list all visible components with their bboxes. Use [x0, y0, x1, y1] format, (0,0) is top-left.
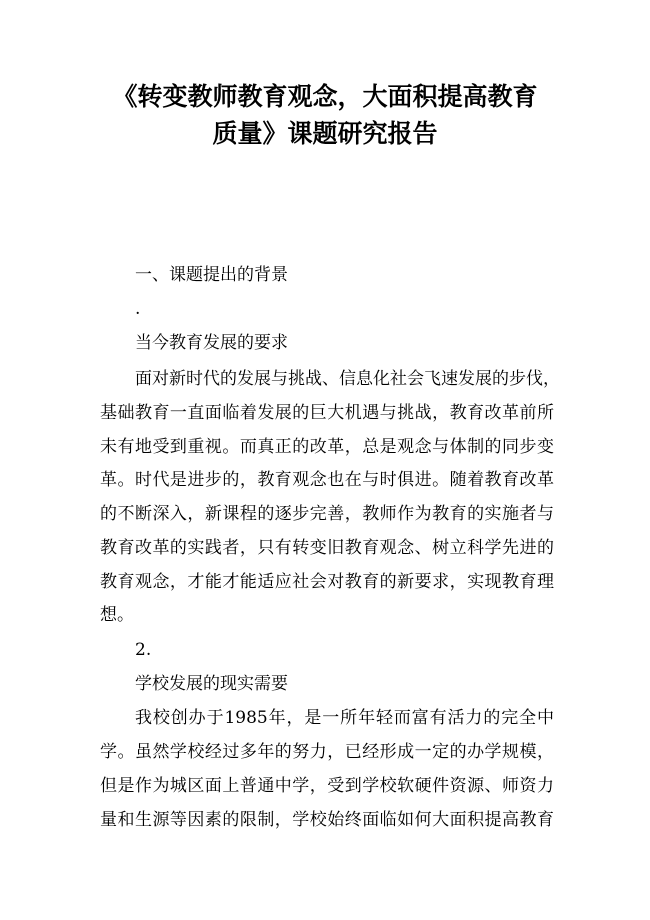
- paragraph-1-line: 基础教育一直面临着发展的巨大机遇与挑战，教育改革前所: [100, 403, 554, 423]
- paragraph-1-line: 想。: [100, 605, 134, 625]
- title-line-1: 《转变教师教育观念，大面积提高教育: [112, 82, 538, 111]
- paragraph-1-line: 革。时代是进步的，教育观念也在与时俱进。随着教育改革: [100, 470, 554, 490]
- paragraph-2-line: 学。虽然学校经过多年的努力，已经形成一定的办学规模，: [100, 742, 554, 762]
- section-heading: 一、课题提出的背景: [135, 265, 288, 285]
- paragraph-1-line: 未有地受到重视。而真正的改革，总是观念与体制的同步变: [100, 437, 554, 457]
- paragraph-2-line: 但是作为城区面上普通中学，受到学校软硬件资源、师资力: [100, 776, 554, 796]
- paragraph-1-line: 教育改革的实践者，只有转变旧教育观念、树立科学先进的: [100, 538, 554, 558]
- list-number-2: 2.: [135, 640, 152, 660]
- title-line-2: 质量》课题研究报告: [212, 119, 438, 148]
- subsection-heading-2: 学校发展的现实需要: [135, 674, 288, 694]
- paragraph-1-line: 教育观念，才能才能适应社会对教育的新要求，实现教育理: [100, 572, 554, 592]
- paragraph-2-line: 我校创办于1985年，是一所年轻而富有活力的完全中: [135, 708, 554, 728]
- paragraph-1-line: 面对新时代的发展与挑战、信息化社会飞速发展的步伐，: [135, 369, 560, 389]
- list-marker-dot: .: [135, 299, 141, 319]
- subsection-heading-1: 当今教育发展的要求: [135, 333, 288, 353]
- paragraph-1-line: 的不断深入，新课程的逐步完善，教师作为教育的实施者与: [100, 504, 554, 524]
- paragraph-2-line: 量和生源等因素的限制，学校始终面临如何大面积提高教育: [100, 810, 554, 830]
